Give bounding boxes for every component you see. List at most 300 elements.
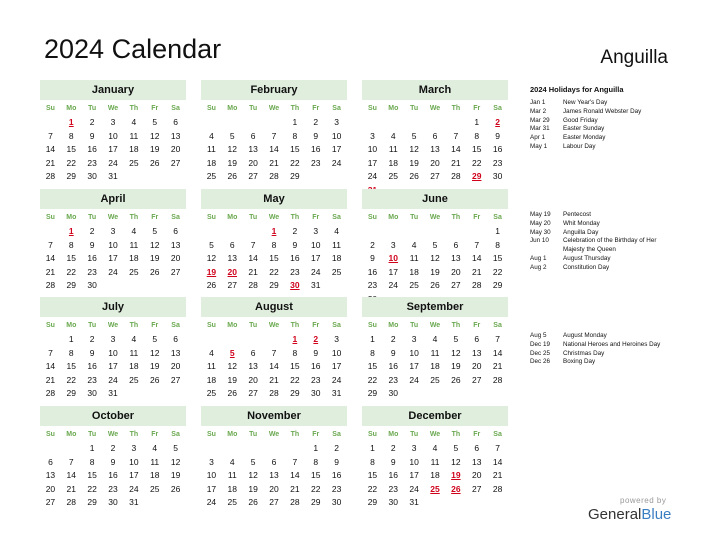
holiday-name: Easter Monday xyxy=(563,134,606,142)
day-cell: 9 xyxy=(390,347,396,358)
day-cell: 18 xyxy=(409,266,419,277)
day-cell: 6 xyxy=(271,456,277,467)
weekday-label: Su xyxy=(367,431,377,438)
day-cell: 14 xyxy=(471,253,482,264)
day-cell: 28 xyxy=(492,483,503,494)
empty-cell xyxy=(222,225,243,239)
weekday-row xyxy=(201,427,347,442)
holiday-row xyxy=(530,246,680,255)
day-cell: 3 xyxy=(110,226,116,236)
day-cell: 12 xyxy=(149,239,160,250)
day-cell: 14 xyxy=(45,361,56,372)
day-cell: 16 xyxy=(388,361,399,372)
empty-cell xyxy=(383,116,404,130)
weekday-label: Fr xyxy=(151,431,159,438)
month-january xyxy=(40,80,186,184)
weekday-label: Sa xyxy=(332,214,341,221)
day-cell: 3 xyxy=(334,117,339,127)
day-cell: 14 xyxy=(269,361,279,372)
day-cell: 27 xyxy=(170,374,181,385)
weekday-label: Th xyxy=(290,322,300,329)
holiday-row xyxy=(530,134,680,143)
day-cell: 18 xyxy=(129,144,139,155)
holiday-day-cell: 10 xyxy=(388,253,399,264)
weekday-label: Th xyxy=(290,431,300,438)
holiday-list-q3 xyxy=(530,332,680,367)
weekday-label: Tu xyxy=(88,431,97,438)
day-cell: 14 xyxy=(451,144,461,155)
month-header: January xyxy=(40,80,186,100)
weekday-label: Tu xyxy=(249,105,258,112)
day-cell: 12 xyxy=(451,456,461,467)
weekday-label: Th xyxy=(290,105,300,112)
weekday-label: Sa xyxy=(493,322,502,329)
holiday-day-cell: 20 xyxy=(227,266,238,277)
empty-cell xyxy=(362,116,383,130)
day-cell: 21 xyxy=(269,374,279,385)
day-cell: 22 xyxy=(310,483,321,494)
weekday-label: Th xyxy=(451,431,461,438)
empty-cell xyxy=(222,116,243,130)
day-cell: 13 xyxy=(170,347,181,358)
day-cell: 16 xyxy=(108,470,118,481)
day-grid xyxy=(362,225,508,307)
holiday-name: Christmas Day xyxy=(563,349,605,357)
day-cell: 24 xyxy=(409,483,419,494)
day-cell: 4 xyxy=(131,226,137,236)
month-header: September xyxy=(362,297,508,317)
day-cell: 26 xyxy=(149,374,160,385)
day-cell: 9 xyxy=(370,253,375,264)
day-cell: 25 xyxy=(206,388,217,399)
day-cell: 16 xyxy=(87,253,97,264)
weekday-label: Mo xyxy=(66,322,77,329)
month-header: July xyxy=(40,297,186,317)
day-cell: 26 xyxy=(206,280,217,291)
day-cell: 8 xyxy=(370,347,375,358)
weekday-label: Su xyxy=(45,214,55,221)
day-cell: 1 xyxy=(89,443,95,453)
holiday-name: New Year's Day xyxy=(563,99,608,106)
day-cell: 22 xyxy=(269,266,279,277)
day-cell: 1 xyxy=(495,226,500,236)
holiday-name: Whit Monday xyxy=(563,219,600,227)
day-cell: 11 xyxy=(129,130,139,141)
day-cell: 18 xyxy=(388,157,399,168)
day-cell: 7 xyxy=(495,443,500,453)
day-cell: 28 xyxy=(492,374,503,385)
day-cell: 12 xyxy=(227,361,238,372)
day-cell: 9 xyxy=(334,456,339,467)
day-cell: 28 xyxy=(269,171,279,182)
day-cell: 25 xyxy=(430,374,440,385)
day-cell: 25 xyxy=(409,280,419,291)
day-cell: 23 xyxy=(290,266,300,277)
weekday-label: We xyxy=(429,431,441,438)
holiday-date: Aug 2 xyxy=(530,263,547,271)
day-cell: 19 xyxy=(248,483,258,494)
day-cell: 30 xyxy=(310,388,321,399)
day-cell: 15 xyxy=(66,144,77,155)
empty-cell xyxy=(61,442,82,456)
month-august xyxy=(201,297,347,401)
day-cell: 25 xyxy=(129,374,139,385)
day-cell: 21 xyxy=(492,361,503,372)
day-cell: 4 xyxy=(390,130,396,141)
weekday-row xyxy=(201,210,347,225)
day-cell: 24 xyxy=(331,157,342,168)
day-cell: 16 xyxy=(310,361,321,372)
empty-cell xyxy=(243,116,264,130)
day-cell: 26 xyxy=(248,497,258,508)
empty-cell xyxy=(284,442,305,456)
day-cell: 12 xyxy=(149,130,160,141)
day-cell: 20 xyxy=(269,483,279,494)
weekday-label: Tu xyxy=(249,214,258,221)
day-cell: 3 xyxy=(110,117,116,127)
day-cell: 1 xyxy=(292,117,298,127)
weekday-label: Th xyxy=(451,214,461,221)
holiday-list-q2 xyxy=(530,211,680,273)
empty-cell xyxy=(404,116,425,130)
weekday-label: Fr xyxy=(312,431,320,438)
holiday-day-cell: 1 xyxy=(292,334,298,344)
day-cell: 28 xyxy=(269,388,279,399)
weekday-label: Mo xyxy=(227,431,238,438)
day-cell: 20 xyxy=(471,361,482,372)
day-cell: 4 xyxy=(432,334,438,344)
day-cell: 4 xyxy=(152,443,158,453)
weekday-label: Fr xyxy=(473,105,481,112)
weekday-label: Su xyxy=(206,214,216,221)
day-cell: 27 xyxy=(248,388,258,399)
day-cell: 18 xyxy=(206,157,217,168)
weekday-label: We xyxy=(429,105,441,112)
weekday-label: Su xyxy=(367,322,377,329)
weekday-label: Fr xyxy=(312,214,320,221)
day-cell: 29 xyxy=(290,388,300,399)
holiday-row xyxy=(530,255,680,264)
weekday-label: Sa xyxy=(332,105,341,112)
day-cell: 16 xyxy=(367,266,378,277)
holiday-day-cell: 19 xyxy=(206,266,217,277)
day-cell: 29 xyxy=(310,497,321,508)
day-grid xyxy=(40,442,186,510)
holiday-date: Aug 5 xyxy=(530,332,547,339)
day-cell: 11 xyxy=(227,470,237,481)
day-cell: 13 xyxy=(471,456,482,467)
day-cell: 17 xyxy=(108,144,118,155)
holiday-row xyxy=(530,237,680,246)
weekday-label: We xyxy=(107,214,119,221)
day-cell: 28 xyxy=(471,280,482,291)
day-cell: 5 xyxy=(229,130,235,141)
day-cell: 31 xyxy=(108,388,118,399)
holiday-name: Boxing Day xyxy=(563,358,596,366)
holiday-row xyxy=(530,211,680,220)
day-cell: 27 xyxy=(248,171,258,182)
day-cell: 19 xyxy=(170,470,181,481)
day-cell: 11 xyxy=(150,456,160,467)
day-cell: 18 xyxy=(129,361,139,372)
day-grid xyxy=(362,116,508,198)
day-cell: 17 xyxy=(388,266,399,277)
day-cell: 13 xyxy=(471,347,482,358)
day-cell: 7 xyxy=(495,334,500,344)
day-cell: 15 xyxy=(367,361,378,372)
day-cell: 14 xyxy=(492,456,503,467)
month-header: February xyxy=(201,80,347,100)
day-cell: 17 xyxy=(409,361,419,372)
day-cell: 11 xyxy=(409,253,419,264)
day-cell: 6 xyxy=(173,117,178,127)
day-cell: 6 xyxy=(474,443,480,453)
day-cell: 12 xyxy=(430,253,440,264)
empty-cell xyxy=(264,442,285,456)
day-cell: 21 xyxy=(45,157,56,168)
weekday-label: Tu xyxy=(410,431,419,438)
weekday-label: Tu xyxy=(88,105,97,112)
day-cell: 12 xyxy=(451,347,461,358)
day-cell: 27 xyxy=(430,171,440,182)
day-cell: 1 xyxy=(68,334,74,344)
weekday-label: Tu xyxy=(410,105,419,112)
empty-cell xyxy=(201,442,222,456)
weekday-label: Sa xyxy=(171,322,180,329)
weekday-label: Th xyxy=(129,214,139,221)
page-title: 2024 Calendar xyxy=(44,34,222,64)
holiday-date: May 30 xyxy=(530,228,551,236)
day-cell: 2 xyxy=(390,443,396,453)
day-cell: 17 xyxy=(331,144,342,155)
weekday-row xyxy=(40,101,186,116)
holiday-date: Jan 1 xyxy=(530,99,546,106)
weekday-row xyxy=(362,318,508,333)
day-cell: 24 xyxy=(108,157,118,168)
day-cell: 29 xyxy=(87,497,97,508)
month-header: October xyxy=(40,406,186,426)
weekday-label: Sa xyxy=(493,105,502,112)
holiday-day-cell: 1 xyxy=(68,117,74,127)
day-cell: 25 xyxy=(129,266,139,277)
holiday-date: May 20 xyxy=(530,219,551,227)
day-cell: 19 xyxy=(149,253,160,264)
day-cell: 6 xyxy=(48,456,53,467)
holiday-date: Dec 26 xyxy=(530,358,550,366)
day-cell: 11 xyxy=(430,456,440,467)
day-cell: 26 xyxy=(451,374,461,385)
day-cell: 15 xyxy=(269,253,279,264)
weekday-label: We xyxy=(107,105,119,112)
day-cell: 4 xyxy=(131,117,137,127)
day-cell: 2 xyxy=(89,334,95,344)
day-cell: 18 xyxy=(331,253,342,264)
holiday-row xyxy=(530,143,680,152)
day-cell: 17 xyxy=(108,361,118,372)
day-cell: 24 xyxy=(409,374,419,385)
day-cell: 6 xyxy=(229,239,235,250)
day-cell: 2 xyxy=(89,117,95,127)
day-cell: 5 xyxy=(173,443,178,453)
day-cell: 12 xyxy=(248,470,258,481)
day-cell: 14 xyxy=(45,253,56,264)
day-cell: 26 xyxy=(170,483,181,494)
day-cell: 20 xyxy=(170,361,181,372)
day-cell: 14 xyxy=(290,470,300,481)
day-cell: 9 xyxy=(110,456,116,467)
day-cell: 5 xyxy=(411,130,417,141)
day-cell: 15 xyxy=(290,144,300,155)
day-cell: 9 xyxy=(313,130,319,141)
weekday-label: Th xyxy=(129,322,139,329)
empty-cell xyxy=(243,333,264,347)
country-name: Anguilla xyxy=(600,47,668,68)
day-cell: 24 xyxy=(367,171,378,182)
holiday-row xyxy=(530,108,680,117)
weekday-label: Th xyxy=(129,431,139,438)
month-november xyxy=(201,406,347,510)
weekday-row xyxy=(362,427,508,442)
day-cell: 27 xyxy=(471,483,482,494)
day-cell: 8 xyxy=(313,456,319,467)
day-cell: 29 xyxy=(269,280,279,291)
day-cell: 21 xyxy=(45,374,56,385)
weekday-label: We xyxy=(429,214,441,221)
day-cell: 4 xyxy=(209,347,214,358)
weekday-label: Su xyxy=(367,105,377,112)
day-cell: 2 xyxy=(313,117,319,127)
day-cell: 14 xyxy=(248,253,258,264)
holiday-name: Good Friday xyxy=(563,116,598,124)
day-cell: 21 xyxy=(269,157,279,168)
day-cell: 11 xyxy=(207,361,216,372)
holiday-date: Aug 1 xyxy=(530,254,547,262)
weekday-row xyxy=(362,210,508,225)
day-cell: 22 xyxy=(290,157,300,168)
day-cell: 2 xyxy=(110,443,116,453)
holiday-date xyxy=(530,246,563,255)
holiday-row xyxy=(530,220,680,229)
day-cell: 17 xyxy=(129,470,139,481)
day-cell: 14 xyxy=(492,347,503,358)
month-july xyxy=(40,297,186,401)
weekday-label: Sa xyxy=(332,322,341,329)
day-cell: 4 xyxy=(131,334,137,344)
holiday-name: Labour Day xyxy=(563,142,596,150)
day-cell: 26 xyxy=(149,266,160,277)
day-cell: 26 xyxy=(227,388,238,399)
day-cell: 23 xyxy=(492,157,503,168)
day-cell: 13 xyxy=(227,253,238,264)
weekday-label: Mo xyxy=(227,214,238,221)
empty-cell xyxy=(40,225,61,239)
day-cell: 14 xyxy=(66,470,77,481)
weekday-label: Su xyxy=(206,105,216,112)
day-cell: 21 xyxy=(290,483,300,494)
day-cell: 16 xyxy=(290,253,300,264)
weekday-label: Mo xyxy=(388,105,399,112)
month-header: November xyxy=(201,406,347,426)
day-cell: 30 xyxy=(388,388,399,399)
day-cell: 9 xyxy=(390,456,396,467)
day-cell: 11 xyxy=(388,144,398,155)
day-cell: 4 xyxy=(229,456,235,467)
day-cell: 7 xyxy=(48,130,53,141)
day-cell: 6 xyxy=(453,239,459,250)
day-cell: 8 xyxy=(370,456,375,467)
day-cell: 8 xyxy=(68,347,74,358)
day-grid xyxy=(201,116,347,184)
brand-logo: GeneralBlue xyxy=(588,506,672,523)
weekday-label: Sa xyxy=(332,431,341,438)
month-header: December xyxy=(362,406,508,426)
day-cell: 25 xyxy=(206,171,217,182)
day-grid xyxy=(201,442,347,510)
holiday-name: National Heroes and Heroines Day xyxy=(563,340,661,348)
day-cell: 19 xyxy=(227,374,238,385)
weekday-label: We xyxy=(268,214,280,221)
holiday-day-cell: 25 xyxy=(430,483,440,494)
day-cell: 23 xyxy=(367,280,378,291)
day-cell: 29 xyxy=(367,388,378,399)
weekday-row xyxy=(201,318,347,333)
day-cell: 18 xyxy=(227,483,238,494)
day-cell: 11 xyxy=(430,347,440,358)
day-cell: 19 xyxy=(149,144,160,155)
weekday-label: We xyxy=(429,322,441,329)
weekday-label: Tu xyxy=(249,322,258,329)
day-cell: 6 xyxy=(173,334,178,344)
empty-cell xyxy=(201,333,222,347)
day-cell: 17 xyxy=(206,483,217,494)
holiday-row xyxy=(530,117,680,126)
month-header: April xyxy=(40,189,186,209)
holiday-date: May 1 xyxy=(530,142,548,150)
day-grid xyxy=(40,116,186,184)
day-cell: 4 xyxy=(411,239,417,250)
holiday-day-cell: 2 xyxy=(313,334,319,344)
holiday-name: Majesty the Queen xyxy=(563,246,616,254)
day-cell: 6 xyxy=(474,334,480,344)
day-cell: 20 xyxy=(170,253,181,264)
weekday-label: Su xyxy=(45,431,55,438)
month-october xyxy=(40,406,186,510)
day-cell: 3 xyxy=(370,130,375,141)
weekday-label: Tu xyxy=(88,322,97,329)
day-cell: 3 xyxy=(334,334,339,344)
day-cell: 30 xyxy=(331,497,342,508)
day-cell: 9 xyxy=(89,239,95,250)
day-cell: 26 xyxy=(409,171,419,182)
empty-cell xyxy=(383,225,404,239)
day-cell: 21 xyxy=(492,470,503,481)
day-cell: 22 xyxy=(87,483,97,494)
month-february xyxy=(201,80,347,184)
day-cell: 10 xyxy=(367,144,378,155)
day-cell: 19 xyxy=(227,157,238,168)
day-cell: 7 xyxy=(68,456,74,467)
day-cell: 13 xyxy=(170,239,181,250)
day-cell: 9 xyxy=(89,347,95,358)
holiday-day-cell: 1 xyxy=(68,226,74,236)
day-cell: 13 xyxy=(269,470,279,481)
day-cell: 20 xyxy=(430,157,440,168)
day-cell: 3 xyxy=(411,334,417,344)
day-cell: 23 xyxy=(331,483,342,494)
weekday-label: Fr xyxy=(151,105,159,112)
weekday-label: Sa xyxy=(493,214,502,221)
day-cell: 3 xyxy=(411,443,417,453)
